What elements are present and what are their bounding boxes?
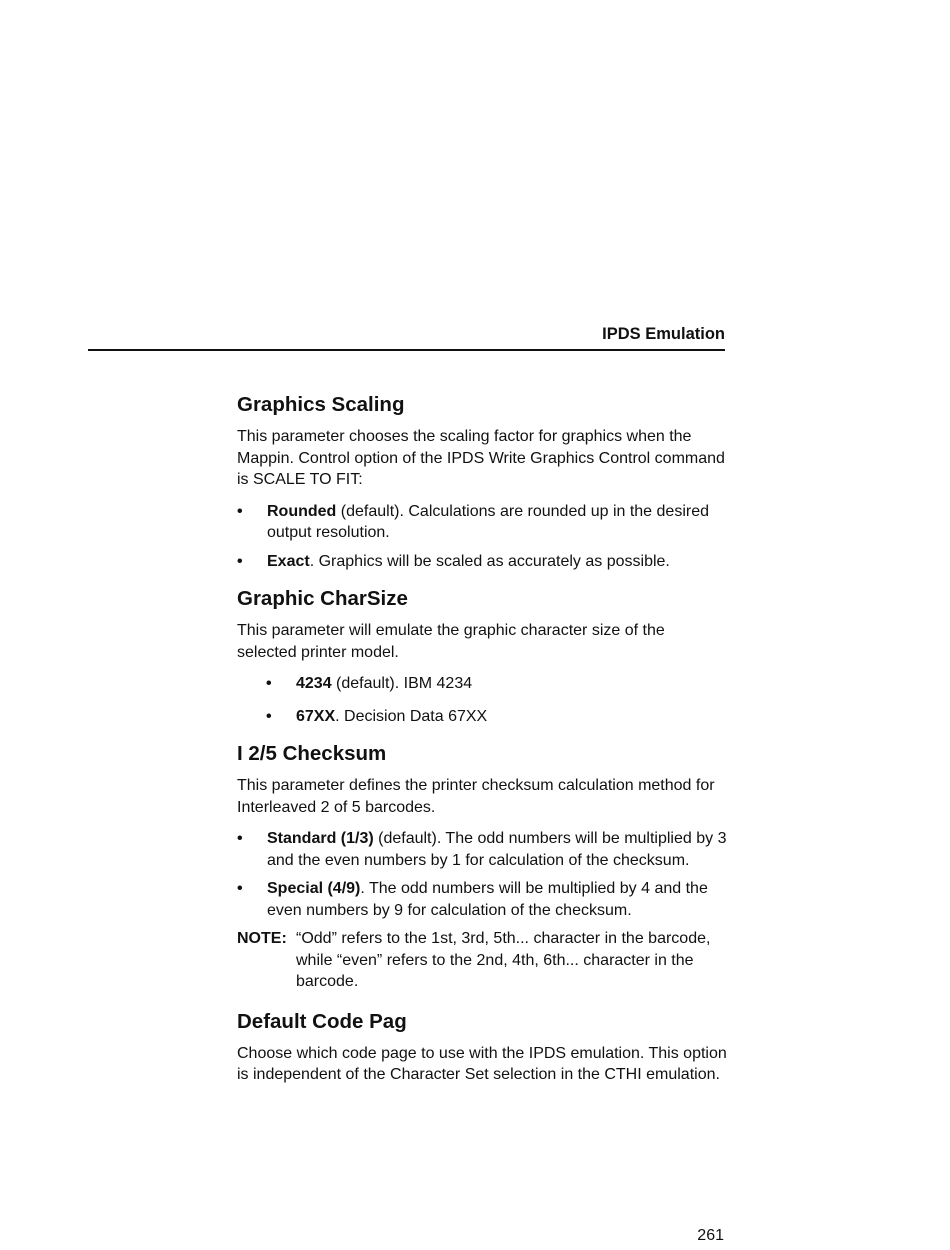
note-text: “Odd” refers to the 1st, 3rd, 5th... character in the barcode, while “even” refers to the 2nd, 4th, 6th... character in the barcode.	[296, 930, 711, 990]
option-text: (default). Calculations are rounded up in the desired output resolution.	[267, 502, 709, 541]
section-body: This parameter will emulate the graphic character size of the selected printer model.	[237, 622, 665, 661]
section-body: This parameter chooses the scaling factor for graphics when the Mappin. Control option of the IPDS Write Graphics Control command is SCALE TO FIT:	[237, 428, 725, 488]
bullet-icon: •	[237, 830, 243, 847]
bullet-icon: •	[237, 552, 243, 570]
option-text: (default). The odd numbers will be multiplied by 3 and the even numbers by 1 for calculation of the checksum.	[267, 830, 727, 869]
option-term: 4234	[296, 675, 332, 692]
option-text: . The odd numbers will be multiplied by 4 and the even numbers by 9 for calculation of the checksum.	[267, 880, 708, 919]
list-item	[237, 878, 727, 921]
option-term: Rounded	[267, 502, 337, 520]
list-item	[237, 551, 727, 573]
page-content	[237, 392, 727, 1096]
option-term: Standard (1/3)	[267, 830, 374, 847]
section-heading: Graphic CharSize	[237, 587, 408, 610]
running-header-title: IPDS Emulation	[602, 325, 725, 343]
option-list	[237, 673, 727, 727]
bullet-icon: •	[266, 675, 272, 692]
page-number: 261	[697, 1227, 724, 1244]
option-text: . Graphics will be scaled as accurately as possible.	[309, 552, 670, 570]
list-item	[237, 673, 727, 695]
section-default-code-page	[237, 1009, 727, 1086]
note-label: NOTE:	[237, 930, 287, 947]
option-list	[237, 501, 727, 573]
bullet-icon: •	[237, 502, 243, 520]
section-heading: I 2/5 Checksum	[237, 742, 387, 765]
section-i25-checksum	[237, 741, 727, 993]
section-graphic-charsize	[237, 586, 727, 727]
bullet-icon: •	[237, 880, 243, 897]
list-item	[237, 828, 727, 871]
option-term: Exact	[267, 552, 310, 570]
section-heading: Graphics Scaling	[237, 393, 405, 416]
bullet-icon: •	[266, 707, 272, 725]
option-list	[237, 828, 727, 921]
list-item	[237, 501, 727, 544]
option-text: (default). IBM 4234	[331, 675, 473, 692]
list-item	[237, 706, 727, 728]
note-block	[237, 928, 727, 993]
option-term: Special (4/9)	[267, 880, 361, 897]
option-text: . Decision Data 67XX	[335, 707, 488, 725]
header-rule	[88, 349, 725, 351]
option-term: 67XX	[296, 707, 336, 725]
section-body: Choose which code page to use with the IPDS emulation. This option is independent of the Character Set selection in the CTHI emulation.	[237, 1044, 727, 1083]
section-body: This parameter defines the printer checksum calculation method for Interleaved 2 of 5 barcodes.	[237, 777, 715, 816]
section-graphics-scaling	[237, 392, 727, 572]
section-heading: Default Code Pag	[237, 1009, 407, 1033]
